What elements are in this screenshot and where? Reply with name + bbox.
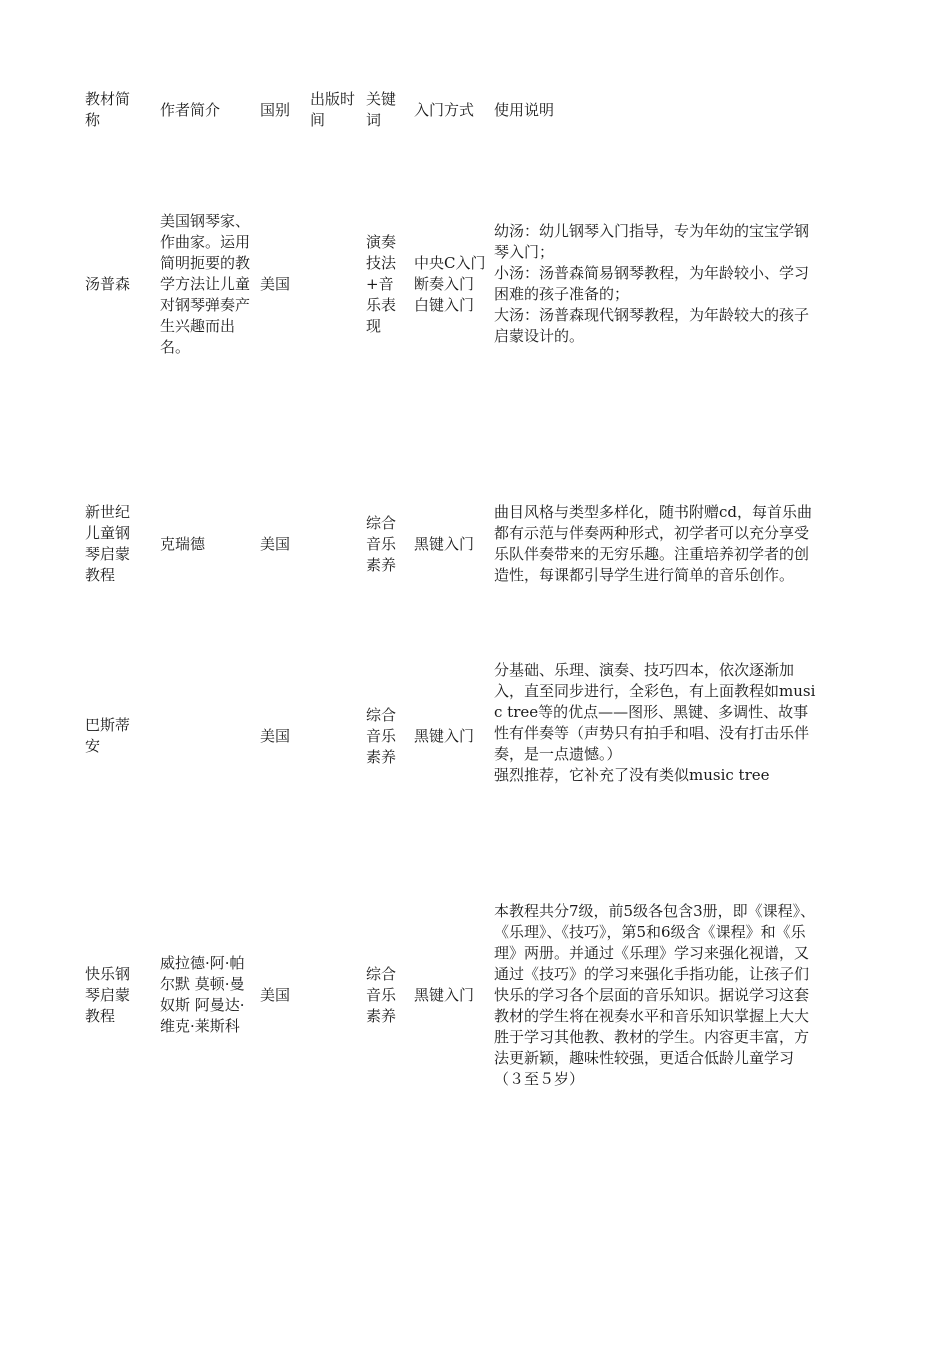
row-2-country: 美国: [260, 534, 291, 553]
row-2-usage-text: 曲目风格与类型多样化，随书附赠cd，每首乐曲都有示范与伴奏两种形式，初学者可以充分享受乐队伴奏带来的无穷乐趣。注重培养初学者的创造性，每课都引导学生进行简单的音乐创作。: [494, 503, 813, 584]
header-usage: 使用说明: [494, 100, 555, 119]
row-2-keywords: 综合音乐素养: [366, 513, 397, 574]
row-1-author: 美国钢琴家、作曲家。运用简明扼要的教学方法让儿童对钢琴弹奏产生兴趣而出名。: [160, 211, 251, 356]
row-3-usage-text: 分基础、乐理、演奏、技巧四本，依次逐渐加入，直至同步进行，全彩色，有上面教程如music tree等的优点——图形、黑键、多调性、故事性有伴奏等（声势只有拍手和唱、没有打击乐伴奏，是一点遗憾。） 强烈推荐，它补充了没有类似music tree: [494, 661, 816, 784]
row-1-usage-text: 幼汤：幼儿钢琴入门指导，专为年幼的宝宝学钢琴入门； 小汤：汤普森简易钢琴教程，为年龄较小、学习困难的孩子准备的； 大汤：汤普森现代钢琴教程，为年龄较大的孩子启蒙设计的。: [494, 222, 810, 345]
row-4-author: 威拉德·阿·帕尔默 莫顿·曼奴斯 阿曼达·维克·莱斯科: [160, 954, 245, 1035]
row-3-keywords: 综合音乐素养: [366, 705, 397, 766]
header-name: 教材简称: [85, 90, 131, 129]
header-country: 国别: [260, 100, 291, 119]
header-author: 作者简介: [160, 100, 221, 119]
row-3-usage: [494, 650, 816, 822]
row-3-year: [310, 650, 360, 822]
row-3-name: 巴斯蒂安: [85, 716, 131, 755]
row-3-author: [160, 650, 252, 822]
row-4-year: [310, 860, 360, 1130]
row-2-usage: [494, 440, 816, 648]
header-keywords: 关键词: [366, 90, 397, 129]
row-4-usage-text: 本教程共分7级，前5级各包含3册，即《课程》、《乐理》、《技巧》，第5和6级含《课程》和《乐理》两册。并通过《乐理》学习来强化视谱，又通过《技巧》的学习来强化手指功能，让孩子们快乐的学习各个层面的音乐知识。据说学习这套教材的学生将在视奏水平和音乐知识掌握上大大胜于学习其他教、教材的学生。内容更丰富，方法更新颖，趣味性较强，更适合低龄儿童学习（３至５岁）: [494, 901, 816, 1088]
header-entry: 入门方式: [414, 100, 475, 119]
row-1-usage: [494, 190, 816, 378]
row-4-keywords: 综合音乐素养: [366, 964, 397, 1025]
row-2-entry: 黑键入门: [414, 534, 475, 553]
header-year: 出版时间: [310, 90, 356, 129]
row-4-usage: [494, 860, 816, 1130]
row-1-entry: 中央C入门 断奏入门 白键入门: [414, 253, 486, 314]
row-1-country: 美国: [260, 274, 291, 293]
row-1-keywords: 演奏技法+音乐表现: [366, 232, 397, 335]
row-3-entry: 黑键入门: [414, 726, 475, 745]
row-4-name: 快乐钢琴启蒙教程: [85, 964, 131, 1025]
row-3-country: 美国: [260, 726, 291, 745]
row-2-year: [310, 440, 360, 648]
row-4-country: 美国: [260, 985, 291, 1004]
row-1-year: [310, 190, 360, 378]
row-1-name: 汤普森: [85, 274, 131, 293]
row-4-entry: 黑键入门: [414, 985, 475, 1004]
row-2-author: 克瑞德: [160, 534, 206, 553]
row-2-name: 新世纪儿童钢琴启蒙教程: [85, 503, 131, 584]
